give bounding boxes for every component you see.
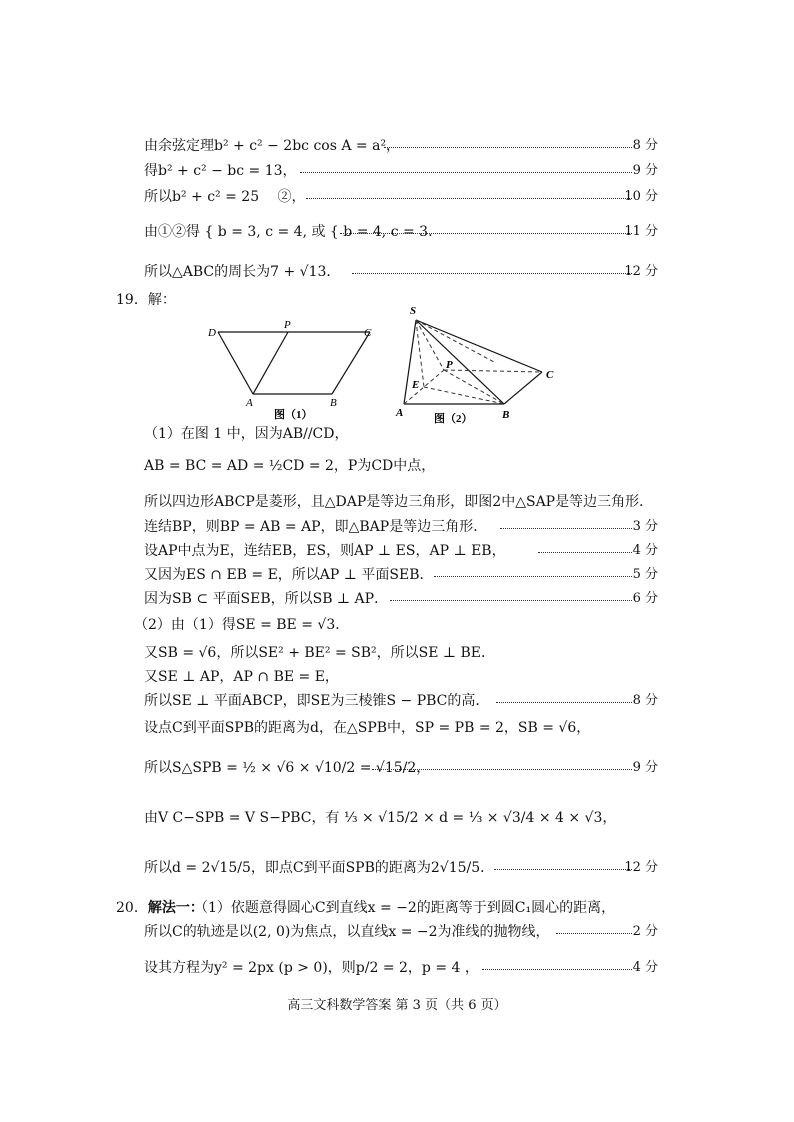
label-B: B: [502, 409, 510, 421]
dot-leader: [352, 273, 632, 274]
label-P: P: [284, 319, 291, 331]
label-D: D: [208, 327, 216, 339]
p1-line-2: 所以四边形ABCP是菱形，且△DAP是等边三角形，即图2中△SAP是等边三角形．: [144, 494, 654, 510]
dot-leader: [434, 576, 632, 577]
p2-line-4: 设点C到平面SPB的距离为d，在△SPB中，SP = PB = 2，SB = √6，: [144, 720, 591, 736]
dot-leader: [496, 702, 632, 703]
score: 8 分: [632, 138, 658, 153]
line-eq13: 得b² + c² − bc = 13，: [144, 163, 297, 179]
fig2-caption: 图（2）: [434, 413, 473, 425]
line-system: 由①②得 { b = 3, c = 4, 或 { b = 4, c = 3.: [144, 224, 433, 240]
figure-1: [200, 318, 390, 422]
score: 9 分: [632, 163, 658, 178]
score: 12 分: [624, 264, 658, 279]
q20-label: [116, 898, 204, 918]
label-B: B: [330, 397, 337, 409]
edge-BC: [504, 372, 542, 404]
dot-leader: [372, 769, 632, 770]
p1-line-0: （1）在图 1 中，因为AB//CD，: [144, 426, 349, 442]
edge-AP: [253, 332, 288, 394]
label-A: A: [396, 407, 404, 419]
p1-line-5: 又因为ES ∩ EB = E，所以AP ⊥ 平面SEB．: [144, 567, 434, 583]
line-eq25: 所以b² + c² = 25 ②，: [144, 189, 306, 205]
dot-leader: [500, 528, 632, 529]
dot-leader: [556, 933, 632, 934]
label-C: C: [364, 327, 372, 339]
fig1-caption: 图（1）: [274, 409, 313, 421]
edge-SA: [404, 320, 416, 404]
p2-line-7: 所以d = 2√15/5，即点C到平面SPB的距离为2√15/5．: [144, 860, 495, 876]
label-C: C: [546, 369, 554, 381]
dot-leader: [340, 233, 632, 234]
label-P: P: [446, 359, 453, 371]
score: 12 分: [624, 860, 658, 875]
score: 2 分: [632, 924, 658, 939]
p2-line-3: 所以SE ⊥ 平面ABCP，即SE为三棱锥S − PBC的高．: [144, 693, 490, 709]
label-A: A: [246, 397, 253, 409]
dot-leader: [538, 552, 632, 553]
dot-leader: [482, 969, 632, 970]
p2-line-5: 所以S△SPB = ½ × √6 × √10/2 = √15/2，: [144, 760, 431, 776]
score: 9 分: [632, 760, 658, 775]
score: 4 分: [632, 543, 658, 558]
score: 11 分: [624, 224, 658, 239]
dot-leader: [390, 600, 632, 601]
edge-DA: [218, 332, 253, 394]
edge-SE: [416, 320, 424, 387]
line-perimeter: 所以△ABC的周长为7 + √13．: [144, 264, 341, 280]
p1-line-4: 设AP中点为E，连结EB，ES，则AP ⊥ ES，AP ⊥ EB，: [144, 543, 506, 559]
q19-label: 19．解：: [116, 292, 176, 308]
p1-line-6: 因为SB ⊂ 平面SEB，所以SB ⊥ AP．: [144, 591, 389, 607]
dot-leader: [306, 198, 632, 199]
p1-line-3: 连结BP，则BP = AB = AP，即△BAP是等边三角形．: [144, 519, 488, 535]
score: 6 分: [632, 591, 658, 606]
p1-line-1: AB = BC = AD = ½CD = 2，P为CD中点，: [144, 458, 436, 474]
dot-leader: [494, 869, 632, 870]
edge-BC: [332, 332, 370, 394]
edge-SB: [416, 320, 504, 404]
q20-number: 20．: [116, 900, 148, 916]
score: 10 分: [624, 189, 658, 204]
score: 3 分: [632, 519, 658, 534]
edge-SC: [416, 320, 542, 372]
q20-line-1: 所以C的轨迹是以(2, 0)为焦点，以直线x = −2为准线的抛物线，: [144, 924, 550, 940]
line-cosine-law: 由余弦定理b² + c² − 2bc cos A = a²，: [144, 138, 401, 154]
page-footer: 高三文科数学答案 第 3 页（共 6 页）: [287, 998, 507, 1013]
edge-PC: [444, 370, 542, 372]
q20-line-2: 设其方程为y² = 2px (p > 0)，则p/2 = 2，p = 4 ，: [144, 960, 479, 976]
p2-line-1: 又SB = √6，所以SE² + BE² = SB²，所以SE ⊥ BE．: [144, 645, 496, 661]
p2-line-6: 由V C−SPB = V S−PBC，有 ⅓ × √15/2 × d = ⅓ × √3/4 × 4 × √3，: [144, 810, 617, 826]
dot-leader: [384, 147, 632, 148]
figure-2: [394, 300, 574, 430]
p2-line-0: （2）由（1）得SE = BE = √3．: [134, 617, 350, 633]
score: 8 分: [632, 693, 658, 708]
p2-line-2: 又SE ⊥ AP，AP ∩ BE = E，: [144, 669, 339, 685]
label-E: E: [412, 379, 420, 391]
score: 4 分: [632, 960, 658, 975]
q20-line-0: （1）依题意得圆心C到直线x = −2的距离等于到圆C₁圆心的距离，: [194, 900, 616, 916]
dot-leader: [300, 172, 632, 173]
q20-method: 解法一：: [147, 900, 204, 916]
label-S: S: [410, 305, 417, 317]
score: 5 分: [632, 567, 658, 582]
edge-EB: [424, 387, 504, 404]
